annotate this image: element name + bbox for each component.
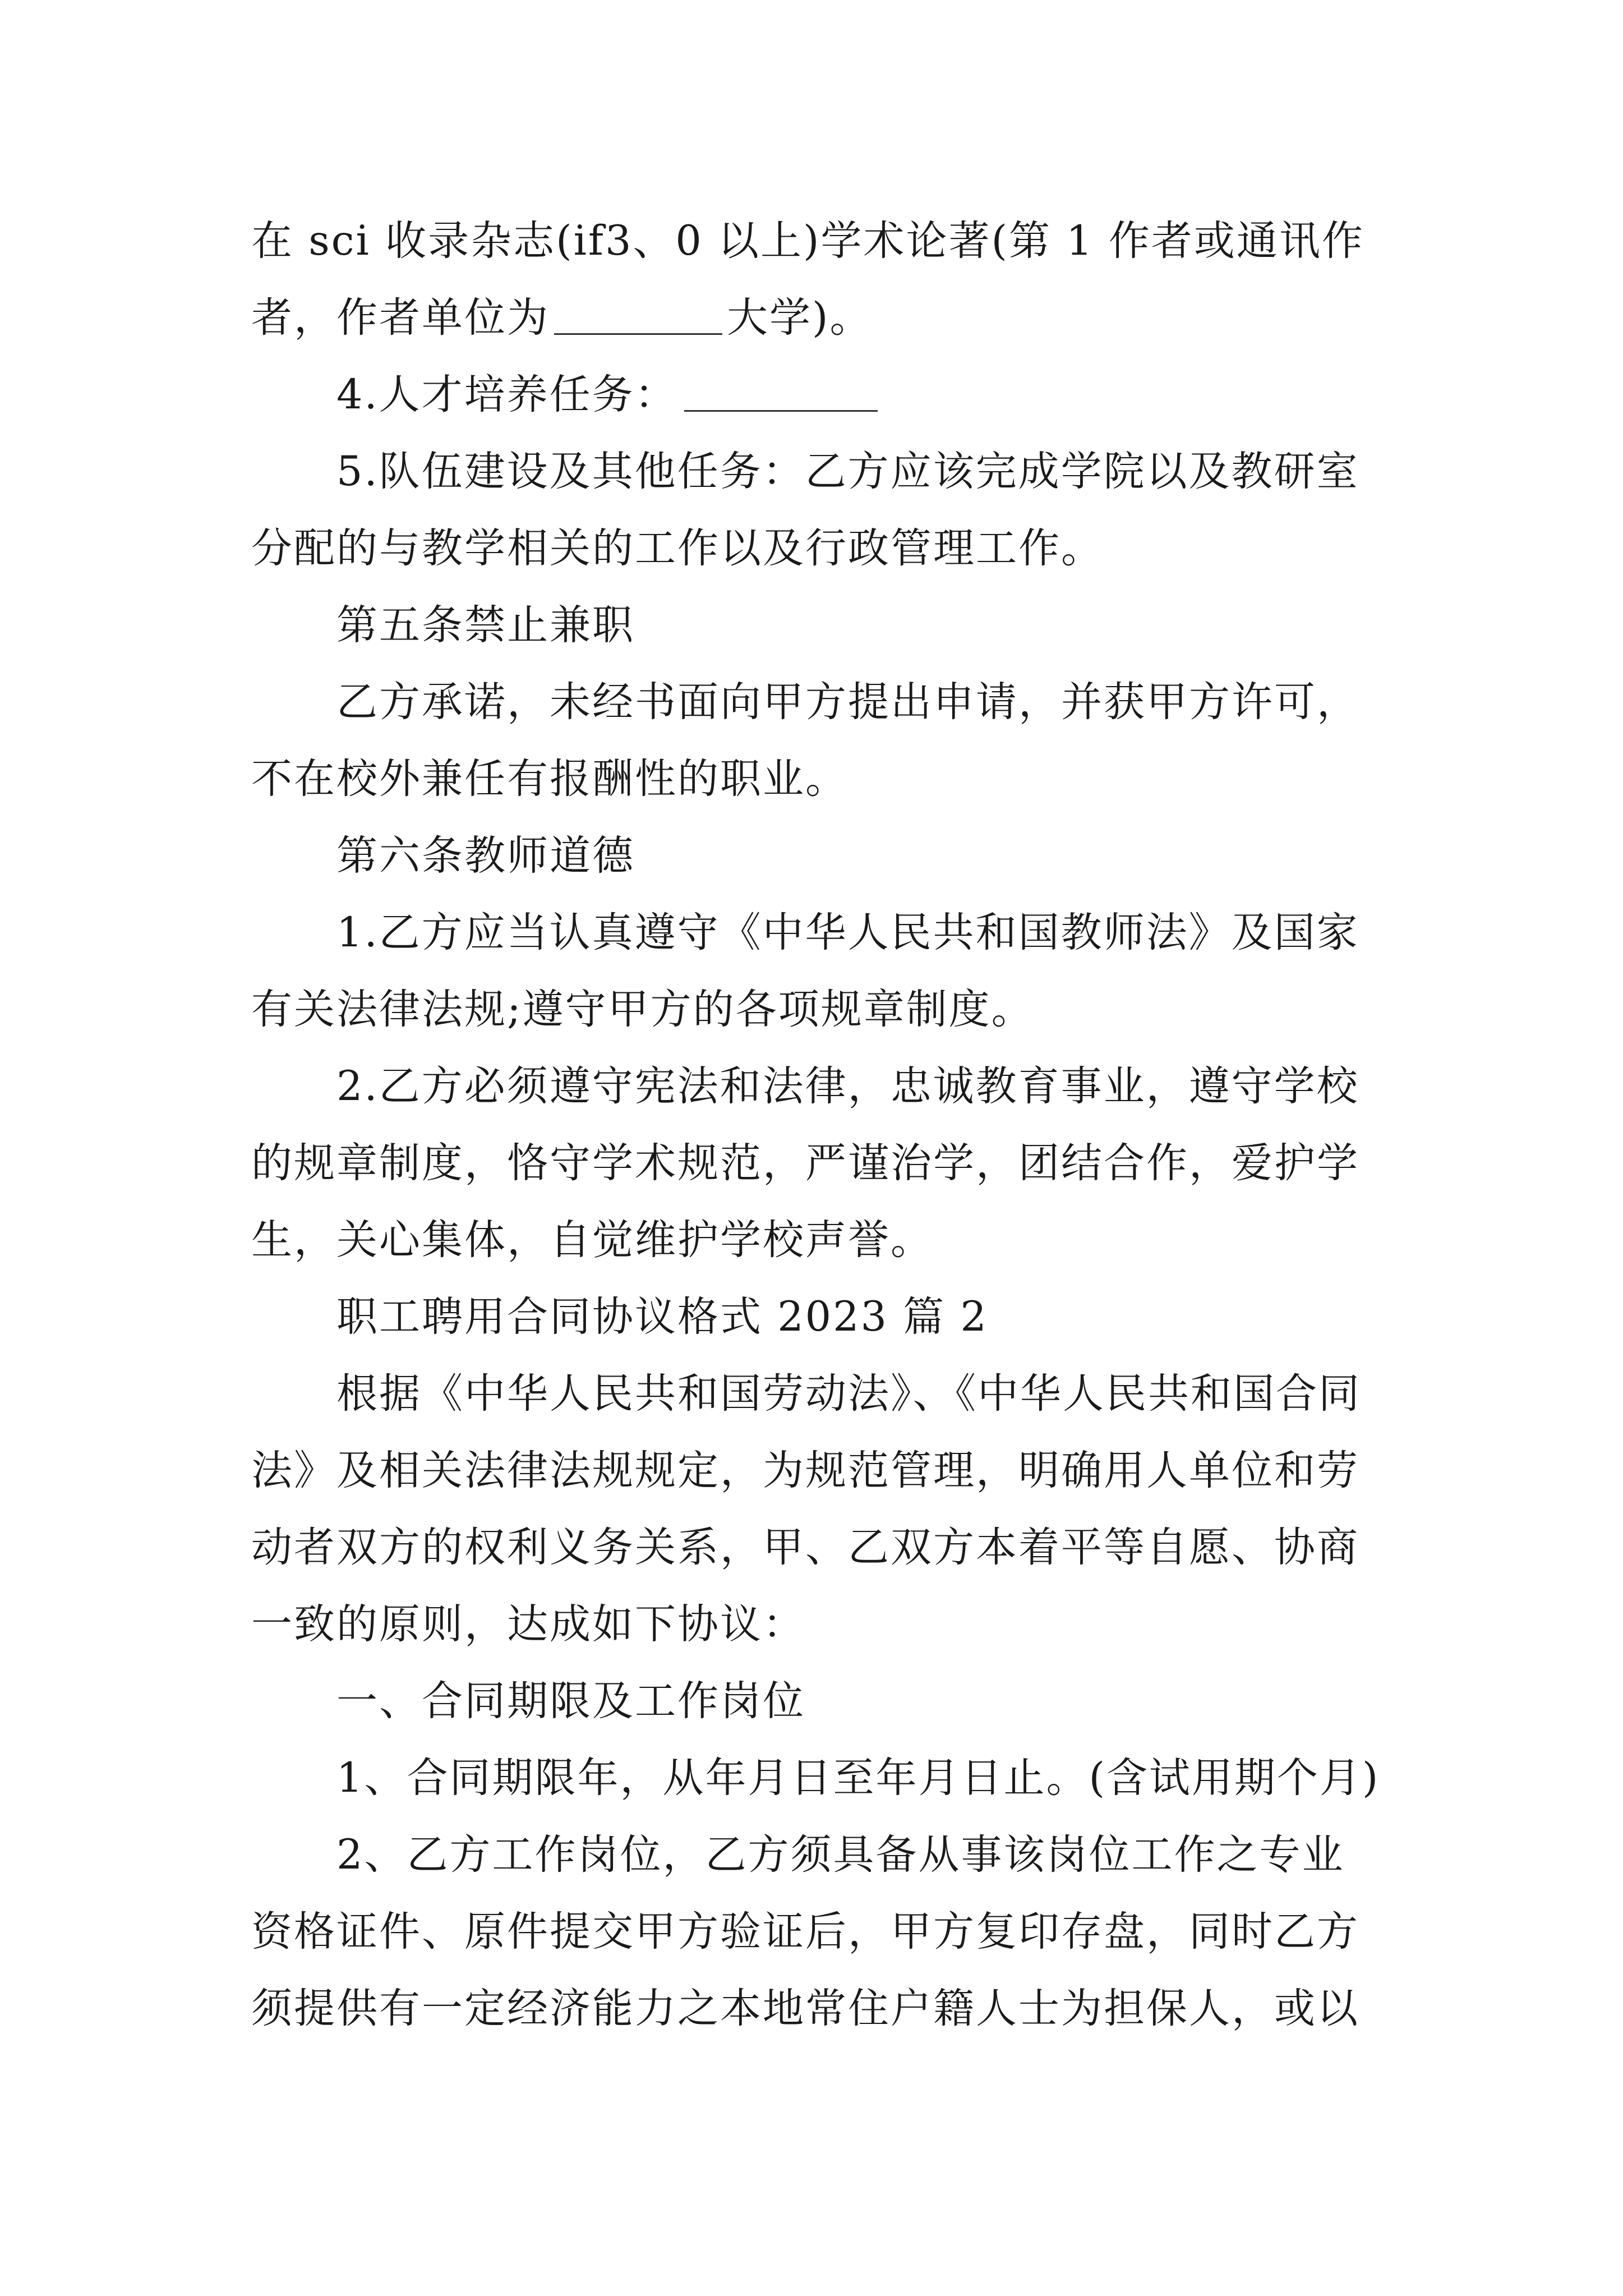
text-line: [336, 371, 1475, 418]
text-line: 有关法律法规;遵守甲方的各项规章制度。: [251, 986, 1034, 1033]
text-line: 5.队伍建设及其他任务：乙方应该完成学院以及教研室: [336, 448, 1359, 495]
text-line: 不在校外兼任有报酬性的职业。: [251, 755, 848, 803]
fill-in-blank-talent: [684, 374, 878, 412]
section-heading: 一、合同期限及工作岗位: [336, 1677, 805, 1725]
text-line: 法》及相关法律法规规定，为规范管理，明确用人单位和劳: [251, 1447, 1359, 1494]
text-line: 资格证件、原件提交甲方验证后，甲方复印存盘，同时乙方: [251, 1908, 1359, 1955]
text-line: 1、合同期限年，从年月日至年月日止。(含试用期个月): [336, 1754, 1380, 1802]
text-line: 2.乙方必须遵守宪法和法律，忠诚教育事业，遵守学校: [336, 1062, 1359, 1110]
text-line: [251, 294, 1390, 342]
text-fragment: 大学)。: [727, 294, 873, 342]
text-line: 根据《中华人民共和国劳动法》、《中华人民共和国合同: [336, 1370, 1361, 1418]
text-line: 1.乙方应当认真遵守《中华人民共和国教师法》及国家: [336, 909, 1359, 956]
text-line: 在 sci 收录杂志(if3、0 以上)学术论著(第 1 作者或通讯作: [251, 217, 1364, 265]
text-line: 的规章制度，恪守学术规范，严谨治学，团结合作，爱护学: [251, 1139, 1359, 1187]
text-line: 须提供有一定经济能力之本地常住户籍人士为担保人，或以: [251, 1985, 1359, 2032]
document-heading: 职工聘用合同协议格式 2023 篇 2: [336, 1293, 988, 1341]
text-line: 动者双方的权利义务关系，甲、乙双方本着平等自愿、协商: [251, 1524, 1359, 1571]
section-heading: 第六条教师道德: [336, 832, 635, 880]
talent-task-label: 4.人才培养任务：: [336, 371, 677, 418]
text-fragment: 者，作者单位为: [251, 294, 550, 342]
fill-in-blank-unit: [554, 297, 722, 335]
section-heading: 第五条禁止兼职: [336, 601, 635, 649]
text-line: 分配的与教学相关的工作以及行政管理工作。: [251, 524, 1104, 572]
text-line: 生，关心集体，自觉维护学校声誉。: [251, 1216, 933, 1264]
text-line: 一致的原则，达成如下协议：: [251, 1600, 805, 1648]
text-line: 2、乙方工作岗位，乙方须具备从事该岗位工作之专业: [336, 1831, 1345, 1879]
text-line: 乙方承诺，未经书面向甲方提出申请，并获甲方许可，: [336, 678, 1359, 726]
